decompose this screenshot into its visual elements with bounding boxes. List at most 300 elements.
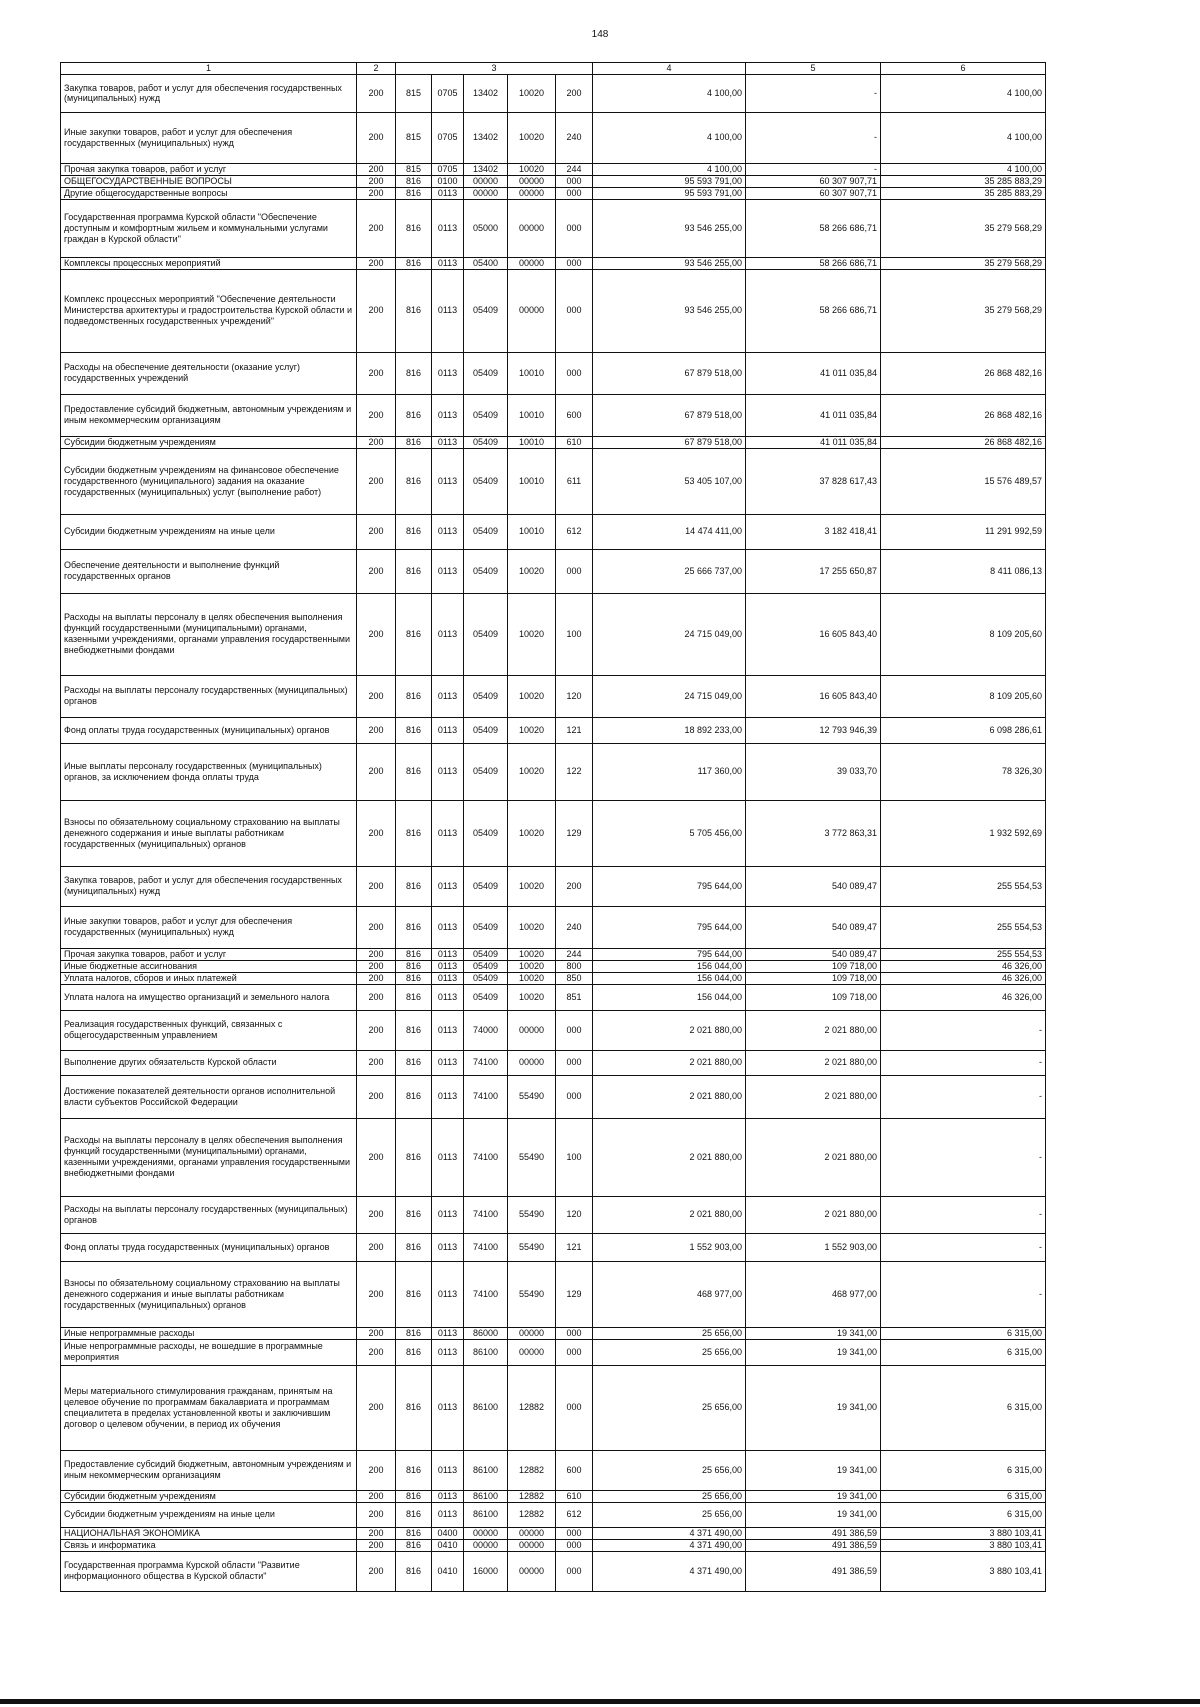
row-code-program: 74100 bbox=[464, 1233, 508, 1261]
row-value-6: 6 315,00 bbox=[881, 1365, 1046, 1450]
row-name: Комплекс процессных мероприятий "Обеспечение деятельности Министерства архитектуры и градостроительства Курской области и подведомственных государственных учреждений" bbox=[61, 269, 357, 352]
row-code-section: 816 bbox=[396, 743, 432, 800]
page-number: 148 bbox=[591, 29, 609, 40]
row-value-5: 58 266 686,71 bbox=[746, 257, 881, 269]
row-value-4: 25 656,00 bbox=[593, 1327, 746, 1339]
row-name: Реализация государственных функций, связанных с общегосударственным управлением bbox=[61, 1010, 357, 1050]
row-name: Закупка товаров, работ и услуг для обеспечения государственных (муниципальных) нужд bbox=[61, 74, 357, 112]
row-value-6: 35 279 568,29 bbox=[881, 199, 1046, 257]
row-code-program: 74000 bbox=[464, 1010, 508, 1050]
row-value-5: 540 089,47 bbox=[746, 948, 881, 960]
row-code-section: 816 bbox=[396, 1365, 432, 1450]
row-value-4: 795 644,00 bbox=[593, 866, 746, 906]
row-code-subsection: 0113 bbox=[432, 948, 464, 960]
row-value-4: 67 879 518,00 bbox=[593, 394, 746, 436]
row-code-direction: 55490 bbox=[508, 1261, 556, 1327]
row-code-type: 000 bbox=[556, 1010, 593, 1050]
row-column-2: 200 bbox=[357, 960, 396, 972]
column-header-3: 3 bbox=[396, 63, 593, 75]
row-code-program: 00000 bbox=[464, 187, 508, 199]
row-value-4: 795 644,00 bbox=[593, 948, 746, 960]
row-value-5: 3 182 418,41 bbox=[746, 514, 881, 549]
table-row bbox=[61, 175, 1046, 187]
row-code-section: 816 bbox=[396, 1527, 432, 1539]
row-value-6: 78 326,30 bbox=[881, 743, 1046, 800]
row-value-6: 6 098 286,61 bbox=[881, 717, 1046, 743]
row-code-type: 000 bbox=[556, 1539, 593, 1551]
row-value-4: 4 100,00 bbox=[593, 163, 746, 175]
row-code-section: 816 bbox=[396, 1261, 432, 1327]
row-value-4: 156 044,00 bbox=[593, 960, 746, 972]
row-code-subsection: 0113 bbox=[432, 514, 464, 549]
row-value-5: 2 021 880,00 bbox=[746, 1118, 881, 1196]
row-value-5: 109 718,00 bbox=[746, 984, 881, 1010]
row-value-5: 58 266 686,71 bbox=[746, 269, 881, 352]
row-value-5: 41 011 035,84 bbox=[746, 436, 881, 448]
row-code-section: 816 bbox=[396, 549, 432, 593]
row-code-type: 129 bbox=[556, 1261, 593, 1327]
row-code-section: 816 bbox=[396, 1050, 432, 1075]
row-value-4: 95 593 791,00 bbox=[593, 187, 746, 199]
row-code-direction: 00000 bbox=[508, 175, 556, 187]
row-code-type: 000 bbox=[556, 549, 593, 593]
row-code-subsection: 0705 bbox=[432, 112, 464, 163]
row-value-4: 2 021 880,00 bbox=[593, 1196, 746, 1233]
row-name: Меры материального стимулирования гражданам, принятым на целевое обучение по программам бакалавриата и программам специалитета в пределах установленной квоты и заключившим договор о целевом обучении, в период их обучения bbox=[61, 1365, 357, 1450]
table-row bbox=[61, 1502, 1046, 1527]
row-value-6: 4 100,00 bbox=[881, 163, 1046, 175]
row-code-subsection: 0113 bbox=[432, 1010, 464, 1050]
scan-edge-bar bbox=[0, 1699, 1200, 1704]
row-code-type: 610 bbox=[556, 1490, 593, 1502]
row-value-5: 41 011 035,84 bbox=[746, 352, 881, 394]
row-code-type: 610 bbox=[556, 436, 593, 448]
row-code-direction: 10020 bbox=[508, 906, 556, 948]
table-row bbox=[61, 948, 1046, 960]
row-value-4: 468 977,00 bbox=[593, 1261, 746, 1327]
row-value-5: 468 977,00 bbox=[746, 1261, 881, 1327]
row-code-direction: 55490 bbox=[508, 1118, 556, 1196]
row-code-type: 200 bbox=[556, 74, 593, 112]
row-code-type: 240 bbox=[556, 112, 593, 163]
row-code-type: 121 bbox=[556, 1233, 593, 1261]
row-name: Иные непрограммные расходы, не вошедшие в программные мероприятия bbox=[61, 1339, 357, 1365]
row-code-subsection: 0113 bbox=[432, 800, 464, 866]
row-value-4: 156 044,00 bbox=[593, 972, 746, 984]
table-row bbox=[61, 1551, 1046, 1591]
row-code-type: 000 bbox=[556, 257, 593, 269]
row-code-section: 816 bbox=[396, 1010, 432, 1050]
row-value-4: 117 360,00 bbox=[593, 743, 746, 800]
row-code-direction: 00000 bbox=[508, 269, 556, 352]
row-code-direction: 10020 bbox=[508, 163, 556, 175]
row-value-5: 109 718,00 bbox=[746, 960, 881, 972]
row-code-subsection: 0113 bbox=[432, 352, 464, 394]
row-value-4: 4 371 490,00 bbox=[593, 1527, 746, 1539]
row-code-type: 612 bbox=[556, 1502, 593, 1527]
row-code-direction: 10020 bbox=[508, 866, 556, 906]
table-row bbox=[61, 257, 1046, 269]
row-code-type: 100 bbox=[556, 593, 593, 675]
row-value-4: 1 552 903,00 bbox=[593, 1233, 746, 1261]
row-value-5: 3 772 863,31 bbox=[746, 800, 881, 866]
row-code-program: 05409 bbox=[464, 960, 508, 972]
row-name: Уплата налога на имущество организаций и земельного налога bbox=[61, 984, 357, 1010]
row-name: Государственная программа Курской области "Обеспечение доступным и комфортным жильем и коммунальными услугами граждан в Курской области" bbox=[61, 199, 357, 257]
row-value-4: 2 021 880,00 bbox=[593, 1075, 746, 1118]
row-column-2: 200 bbox=[357, 1261, 396, 1327]
table-row bbox=[61, 1075, 1046, 1118]
row-code-direction: 10020 bbox=[508, 960, 556, 972]
row-code-program: 05400 bbox=[464, 257, 508, 269]
row-code-section: 816 bbox=[396, 1327, 432, 1339]
row-code-program: 16000 bbox=[464, 1551, 508, 1591]
row-code-type: 121 bbox=[556, 717, 593, 743]
row-value-5: 19 341,00 bbox=[746, 1327, 881, 1339]
row-value-5: 2 021 880,00 bbox=[746, 1050, 881, 1075]
row-value-6: 35 285 883,29 bbox=[881, 175, 1046, 187]
row-code-direction: 10020 bbox=[508, 549, 556, 593]
row-column-2: 200 bbox=[357, 549, 396, 593]
row-code-section: 816 bbox=[396, 1118, 432, 1196]
row-code-subsection: 0113 bbox=[432, 1502, 464, 1527]
row-code-direction: 10020 bbox=[508, 984, 556, 1010]
row-name: Предоставление субсидий бюджетным, автономным учреждениям и иным некоммерческим организациям bbox=[61, 394, 357, 436]
row-code-program: 00000 bbox=[464, 175, 508, 187]
row-column-2: 200 bbox=[357, 1365, 396, 1450]
column-header-6: 6 bbox=[881, 63, 1046, 75]
row-code-subsection: 0113 bbox=[432, 1339, 464, 1365]
row-value-6: 4 100,00 bbox=[881, 112, 1046, 163]
row-value-4: 18 892 233,00 bbox=[593, 717, 746, 743]
row-value-4: 25 656,00 bbox=[593, 1502, 746, 1527]
row-value-4: 24 715 049,00 bbox=[593, 675, 746, 717]
row-column-2: 200 bbox=[357, 866, 396, 906]
row-column-2: 200 bbox=[357, 800, 396, 866]
row-value-5: 58 266 686,71 bbox=[746, 199, 881, 257]
row-column-2: 200 bbox=[357, 199, 396, 257]
table-row bbox=[61, 1365, 1046, 1450]
row-code-section: 816 bbox=[396, 1075, 432, 1118]
row-column-2: 200 bbox=[357, 1502, 396, 1527]
row-code-type: 800 bbox=[556, 960, 593, 972]
table-row bbox=[61, 1327, 1046, 1339]
row-value-6: 8 109 205,60 bbox=[881, 675, 1046, 717]
row-value-6: 3 880 103,41 bbox=[881, 1539, 1046, 1551]
row-code-section: 816 bbox=[396, 1551, 432, 1591]
row-value-5: 540 089,47 bbox=[746, 906, 881, 948]
table-row bbox=[61, 593, 1046, 675]
row-value-5: 19 341,00 bbox=[746, 1502, 881, 1527]
row-code-direction: 10020 bbox=[508, 675, 556, 717]
row-code-section: 816 bbox=[396, 717, 432, 743]
row-code-program: 05409 bbox=[464, 866, 508, 906]
row-code-section: 816 bbox=[396, 199, 432, 257]
table-row bbox=[61, 112, 1046, 163]
row-value-6: - bbox=[881, 1261, 1046, 1327]
header-row bbox=[61, 63, 1046, 75]
row-column-2: 200 bbox=[357, 743, 396, 800]
row-code-section: 816 bbox=[396, 175, 432, 187]
row-code-program: 05409 bbox=[464, 549, 508, 593]
row-code-program: 74100 bbox=[464, 1261, 508, 1327]
row-code-program: 05000 bbox=[464, 199, 508, 257]
row-value-4: 25 656,00 bbox=[593, 1339, 746, 1365]
row-value-6: - bbox=[881, 1233, 1046, 1261]
row-name: Расходы на выплаты персоналу государственных (муниципальных) органов bbox=[61, 675, 357, 717]
row-code-subsection: 0113 bbox=[432, 1233, 464, 1261]
row-code-section: 816 bbox=[396, 514, 432, 549]
row-value-6: - bbox=[881, 1050, 1046, 1075]
row-code-subsection: 0113 bbox=[432, 436, 464, 448]
row-code-direction: 00000 bbox=[508, 1539, 556, 1551]
row-value-5: - bbox=[746, 74, 881, 112]
row-value-5: 19 341,00 bbox=[746, 1339, 881, 1365]
table-row bbox=[61, 743, 1046, 800]
row-code-subsection: 0113 bbox=[432, 1450, 464, 1490]
row-value-4: 4 371 490,00 bbox=[593, 1551, 746, 1591]
row-code-subsection: 0113 bbox=[432, 675, 464, 717]
row-code-direction: 10020 bbox=[508, 948, 556, 960]
row-column-2: 200 bbox=[357, 1490, 396, 1502]
row-column-2: 200 bbox=[357, 163, 396, 175]
row-code-section: 815 bbox=[396, 163, 432, 175]
row-code-section: 816 bbox=[396, 352, 432, 394]
column-header-4: 4 bbox=[593, 63, 746, 75]
row-value-5: 491 386,59 bbox=[746, 1539, 881, 1551]
row-code-program: 74100 bbox=[464, 1196, 508, 1233]
row-value-5: 540 089,47 bbox=[746, 866, 881, 906]
column-header-2: 2 bbox=[357, 63, 396, 75]
row-code-section: 816 bbox=[396, 948, 432, 960]
row-code-section: 816 bbox=[396, 1233, 432, 1261]
row-column-2: 200 bbox=[357, 675, 396, 717]
row-code-program: 05409 bbox=[464, 972, 508, 984]
row-code-section: 816 bbox=[396, 436, 432, 448]
row-column-2: 200 bbox=[357, 1551, 396, 1591]
row-value-5: 2 021 880,00 bbox=[746, 1075, 881, 1118]
row-code-program: 86100 bbox=[464, 1339, 508, 1365]
row-code-program: 00000 bbox=[464, 1527, 508, 1539]
row-code-program: 86100 bbox=[464, 1502, 508, 1527]
row-code-subsection: 0113 bbox=[432, 1118, 464, 1196]
row-code-direction: 12882 bbox=[508, 1450, 556, 1490]
row-code-program: 74100 bbox=[464, 1050, 508, 1075]
row-code-direction: 10010 bbox=[508, 352, 556, 394]
row-code-program: 05409 bbox=[464, 906, 508, 948]
table-row bbox=[61, 960, 1046, 972]
row-code-direction: 00000 bbox=[508, 1339, 556, 1365]
row-code-section: 816 bbox=[396, 906, 432, 948]
row-name: Комплексы процессных мероприятий bbox=[61, 257, 357, 269]
row-code-subsection: 0113 bbox=[432, 1490, 464, 1502]
row-code-direction: 12882 bbox=[508, 1490, 556, 1502]
row-code-type: 612 bbox=[556, 514, 593, 549]
row-name: Расходы на выплаты персоналу в целях обеспечения выполнения функций государственными (муниципальными) органами, казенными учреждениями, органами управления государственными внебюджетными фондами bbox=[61, 593, 357, 675]
column-header-1: 1 bbox=[61, 63, 357, 75]
row-value-6: 15 576 489,57 bbox=[881, 448, 1046, 514]
row-code-section: 816 bbox=[396, 257, 432, 269]
row-value-4: 53 405 107,00 bbox=[593, 448, 746, 514]
row-code-type: 129 bbox=[556, 800, 593, 866]
row-code-type: 000 bbox=[556, 352, 593, 394]
row-column-2: 200 bbox=[357, 593, 396, 675]
row-code-type: 000 bbox=[556, 1050, 593, 1075]
row-value-5: 2 021 880,00 bbox=[746, 1010, 881, 1050]
row-name: Закупка товаров, работ и услуг для обеспечения государственных (муниципальных) нужд bbox=[61, 866, 357, 906]
row-column-2: 200 bbox=[357, 948, 396, 960]
row-value-6: 6 315,00 bbox=[881, 1327, 1046, 1339]
row-name: Субсидии бюджетным учреждениям на иные цели bbox=[61, 514, 357, 549]
row-column-2: 200 bbox=[357, 436, 396, 448]
row-value-4: 4 100,00 bbox=[593, 74, 746, 112]
row-code-subsection: 0113 bbox=[432, 866, 464, 906]
table-row bbox=[61, 717, 1046, 743]
row-value-4: 93 546 255,00 bbox=[593, 257, 746, 269]
row-code-direction: 10010 bbox=[508, 448, 556, 514]
table-row bbox=[61, 984, 1046, 1010]
row-code-direction: 10020 bbox=[508, 743, 556, 800]
row-value-6: 255 554,53 bbox=[881, 906, 1046, 948]
row-code-section: 816 bbox=[396, 269, 432, 352]
row-value-4: 95 593 791,00 bbox=[593, 175, 746, 187]
table-row bbox=[61, 269, 1046, 352]
row-value-5: 39 033,70 bbox=[746, 743, 881, 800]
row-code-subsection: 0113 bbox=[432, 1075, 464, 1118]
row-code-type: 000 bbox=[556, 199, 593, 257]
row-code-section: 816 bbox=[396, 448, 432, 514]
row-name: Обеспечение деятельности и выполнение функций государственных органов bbox=[61, 549, 357, 593]
row-value-5: 2 021 880,00 bbox=[746, 1196, 881, 1233]
row-name: ОБЩЕГОСУДАРСТВЕННЫЕ ВОПРОСЫ bbox=[61, 175, 357, 187]
row-code-subsection: 0113 bbox=[432, 199, 464, 257]
row-code-section: 816 bbox=[396, 1339, 432, 1365]
budget-table bbox=[60, 62, 1046, 1592]
row-value-6: 26 868 482,16 bbox=[881, 352, 1046, 394]
row-code-section: 816 bbox=[396, 593, 432, 675]
row-code-subsection: 0400 bbox=[432, 1527, 464, 1539]
row-code-program: 86100 bbox=[464, 1365, 508, 1450]
row-code-direction: 55490 bbox=[508, 1233, 556, 1261]
row-value-5: 1 552 903,00 bbox=[746, 1233, 881, 1261]
row-value-5: 19 341,00 bbox=[746, 1450, 881, 1490]
row-name: Связь и информатика bbox=[61, 1539, 357, 1551]
row-value-4: 2 021 880,00 bbox=[593, 1010, 746, 1050]
table-row bbox=[61, 1233, 1046, 1261]
table-row bbox=[61, 1118, 1046, 1196]
row-name: Субсидии бюджетным учреждениям на финансовое обеспечение государственного (муниципального) задания на оказание государственных (муниципальных) услуг (выполнение работ) bbox=[61, 448, 357, 514]
table-row bbox=[61, 187, 1046, 199]
row-code-subsection: 0113 bbox=[432, 187, 464, 199]
row-value-4: 25 666 737,00 bbox=[593, 549, 746, 593]
table-row bbox=[61, 436, 1046, 448]
row-code-program: 74100 bbox=[464, 1118, 508, 1196]
row-code-subsection: 0113 bbox=[432, 972, 464, 984]
row-column-2: 200 bbox=[357, 394, 396, 436]
row-code-subsection: 0113 bbox=[432, 743, 464, 800]
row-code-subsection: 0113 bbox=[432, 717, 464, 743]
row-value-5: 41 011 035,84 bbox=[746, 394, 881, 436]
row-code-type: 000 bbox=[556, 269, 593, 352]
row-column-2: 200 bbox=[357, 1010, 396, 1050]
row-code-program: 00000 bbox=[464, 1539, 508, 1551]
row-code-type: 122 bbox=[556, 743, 593, 800]
row-name: Иные закупки товаров, работ и услуг для обеспечения государственных (муниципальных) нужд bbox=[61, 112, 357, 163]
row-name: Прочая закупка товаров, работ и услуг bbox=[61, 163, 357, 175]
row-value-5: - bbox=[746, 163, 881, 175]
row-code-program: 05409 bbox=[464, 436, 508, 448]
row-value-5: - bbox=[746, 112, 881, 163]
row-value-5: 109 718,00 bbox=[746, 972, 881, 984]
row-code-subsection: 0113 bbox=[432, 549, 464, 593]
row-value-6: 46 326,00 bbox=[881, 984, 1046, 1010]
row-value-4: 25 656,00 bbox=[593, 1365, 746, 1450]
row-code-subsection: 0113 bbox=[432, 960, 464, 972]
row-name: Иные непрограммные расходы bbox=[61, 1327, 357, 1339]
row-value-4: 67 879 518,00 bbox=[593, 352, 746, 394]
row-value-6: 4 100,00 bbox=[881, 74, 1046, 112]
row-code-program: 05409 bbox=[464, 514, 508, 549]
row-value-6: 3 880 103,41 bbox=[881, 1527, 1046, 1539]
row-code-program: 05409 bbox=[464, 269, 508, 352]
row-value-5: 19 341,00 bbox=[746, 1490, 881, 1502]
row-code-direction: 10020 bbox=[508, 112, 556, 163]
row-code-subsection: 0113 bbox=[432, 593, 464, 675]
table-row bbox=[61, 199, 1046, 257]
row-code-direction: 10020 bbox=[508, 717, 556, 743]
row-name: Иные бюджетные ассигнования bbox=[61, 960, 357, 972]
row-code-section: 816 bbox=[396, 960, 432, 972]
row-value-6: - bbox=[881, 1075, 1046, 1118]
row-code-direction: 10010 bbox=[508, 514, 556, 549]
row-code-direction: 55490 bbox=[508, 1075, 556, 1118]
row-code-direction: 12882 bbox=[508, 1365, 556, 1450]
row-code-direction: 00000 bbox=[508, 1010, 556, 1050]
row-code-subsection: 0705 bbox=[432, 74, 464, 112]
row-code-program: 05409 bbox=[464, 394, 508, 436]
row-name: Субсидии бюджетным учреждениям bbox=[61, 1490, 357, 1502]
row-name: Фонд оплаты труда государственных (муниципальных) органов bbox=[61, 1233, 357, 1261]
row-code-section: 816 bbox=[396, 1490, 432, 1502]
row-code-program: 05409 bbox=[464, 948, 508, 960]
row-code-section: 816 bbox=[396, 1196, 432, 1233]
row-name: Взносы по обязательному социальному страхованию на выплаты денежного содержания и иные выплаты работникам государственных (муниципальных) органов bbox=[61, 800, 357, 866]
row-code-subsection: 0410 bbox=[432, 1551, 464, 1591]
row-code-type: 240 bbox=[556, 906, 593, 948]
row-code-subsection: 0113 bbox=[432, 1196, 464, 1233]
row-code-section: 816 bbox=[396, 675, 432, 717]
row-code-program: 13402 bbox=[464, 112, 508, 163]
row-code-type: 244 bbox=[556, 163, 593, 175]
row-code-section: 816 bbox=[396, 800, 432, 866]
row-name: Субсидии бюджетным учреждениям bbox=[61, 436, 357, 448]
table-row bbox=[61, 163, 1046, 175]
row-column-2: 200 bbox=[357, 1450, 396, 1490]
row-value-5: 12 793 946,39 bbox=[746, 717, 881, 743]
row-value-5: 491 386,59 bbox=[746, 1551, 881, 1591]
row-code-program: 05409 bbox=[464, 593, 508, 675]
row-code-program: 05409 bbox=[464, 743, 508, 800]
row-column-2: 200 bbox=[357, 717, 396, 743]
row-value-6: 255 554,53 bbox=[881, 948, 1046, 960]
table-row bbox=[61, 1450, 1046, 1490]
row-code-direction: 10020 bbox=[508, 74, 556, 112]
row-code-program: 05409 bbox=[464, 800, 508, 866]
table-row bbox=[61, 675, 1046, 717]
row-code-section: 816 bbox=[396, 187, 432, 199]
row-code-type: 611 bbox=[556, 448, 593, 514]
row-value-6: - bbox=[881, 1196, 1046, 1233]
